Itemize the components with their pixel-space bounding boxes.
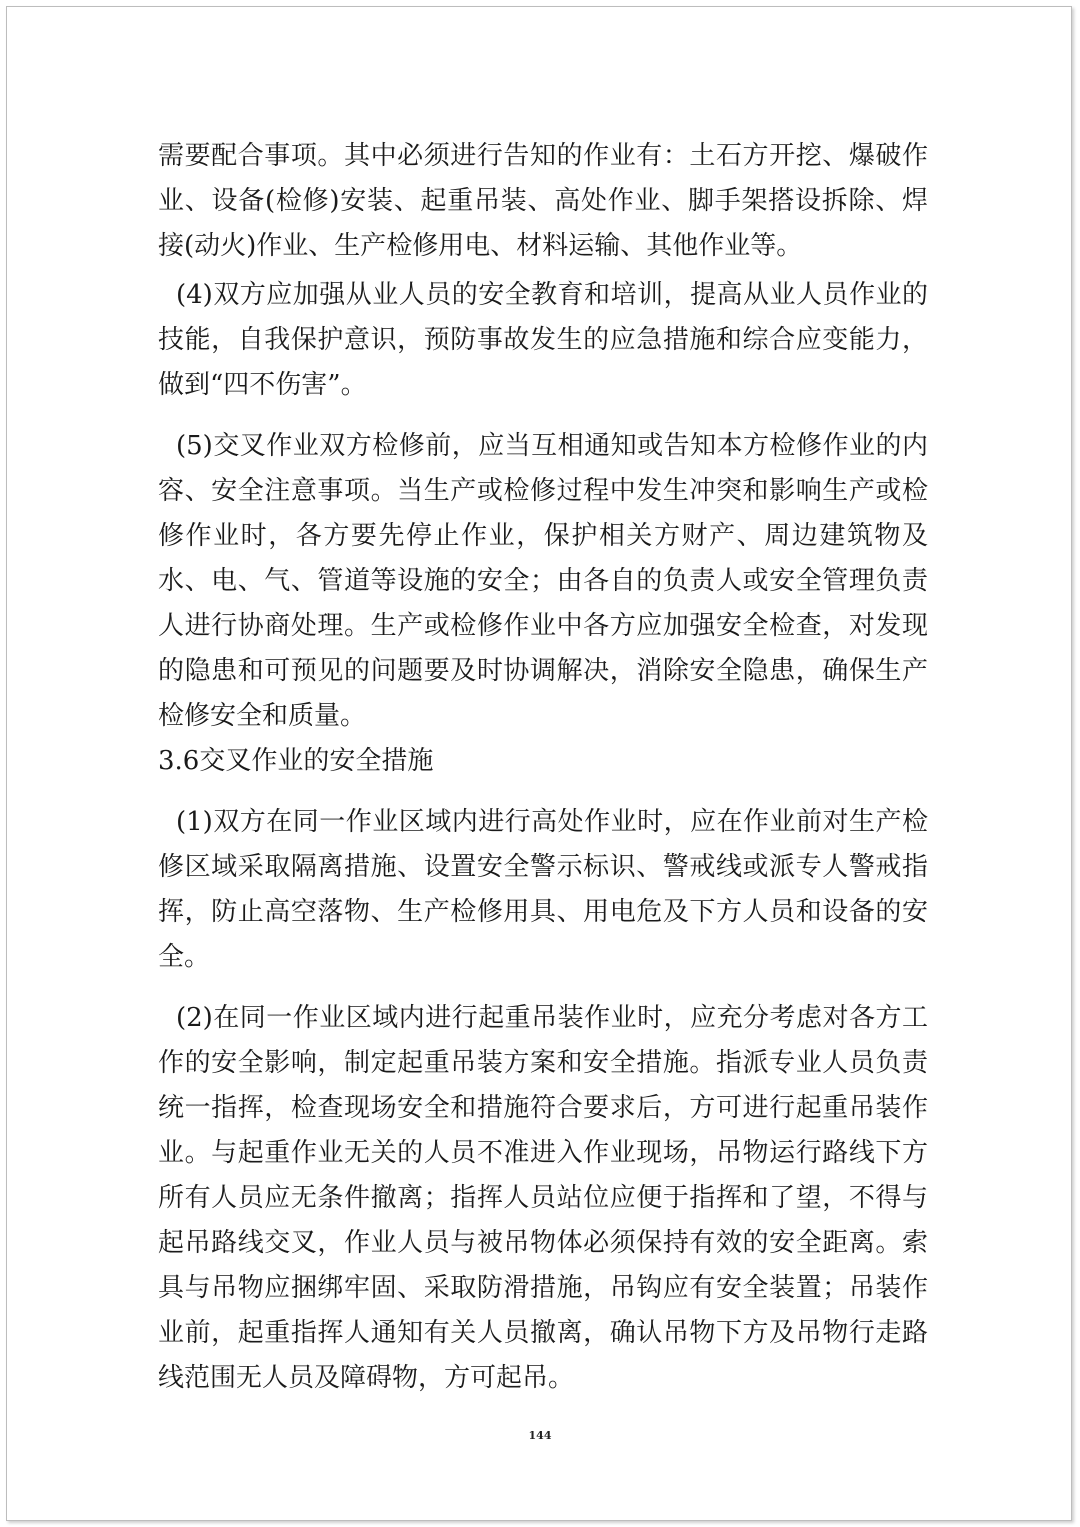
paragraph-safety-training: (4)双方应加强从业人员的安全教育和培训，提高从业人员作业的技能，自我保护意识，预防事故发生的应急措施和综合应变能力，做到“四不伤害”。 (158, 280, 928, 400)
document-body (158, 134, 928, 1401)
paragraph-high-work: (1)双方在同一作业区域内进行高处作业时，应在作业前对生产检修区域采取隔离措施、设置安全警示标识、警戒线或派专人警戒指挥，防止高空落物、生产检修用具、用电危及下方人员和设备的安全。 (158, 807, 928, 972)
section-heading: 3.6交叉作业的安全措施 (158, 746, 434, 776)
paragraph-lifting-work: (2)在同一作业区域内进行起重吊装作业时，应充分考虑对各方工作的安全影响，制定起重吊装方案和安全措施。指派专业人员负责统一指挥，检查现场安全和措施符合要求后，方可进行起重吊装作业。与起重作业无关的人员不准进入作业现场，吊物运行路线下方所有人员应无条件撤离；指挥人员站位应便于指挥和了望，不得与起吊路线交叉，作业人员与被吊物体必须保持有效的安全距离。索具与吊物应捆绑牢固、采取防滑措施，吊钩应有安全装置；吊装作业前，起重指挥人通知有关人员撤离，确认吊物下方及吊物行走路线范围无人员及障碍物，方可起吊。 (158, 1003, 928, 1393)
paragraph-mutual-notification: (5)交叉作业双方检修前，应当互相通知或告知本方检修作业的内容、安全注意事项。当生产或检修过程中发生冲突和影响生产或检修作业时，各方要先停止作业，保护相关方财产、周边建筑物及水、电、气、管道等设施的安全；由各自的负责人或安全管理负责人进行协商处理。生产或检修作业中各方应加强安全检查，对发现的隐患和可预见的问题要及时协调解决，消除安全隐患，确保生产检修安全和质量。 (158, 431, 928, 731)
page-number: 144 (528, 1429, 552, 1442)
paragraph-notification-items: 需要配合事项。其中必须进行告知的作业有：土石方开挖、爆破作业、设备(检修)安装、起重吊装、高处作业、脚手架搭设拆除、焊接(动火)作业、生产检修用电、材料运输、其他作业等。 (158, 141, 928, 261)
